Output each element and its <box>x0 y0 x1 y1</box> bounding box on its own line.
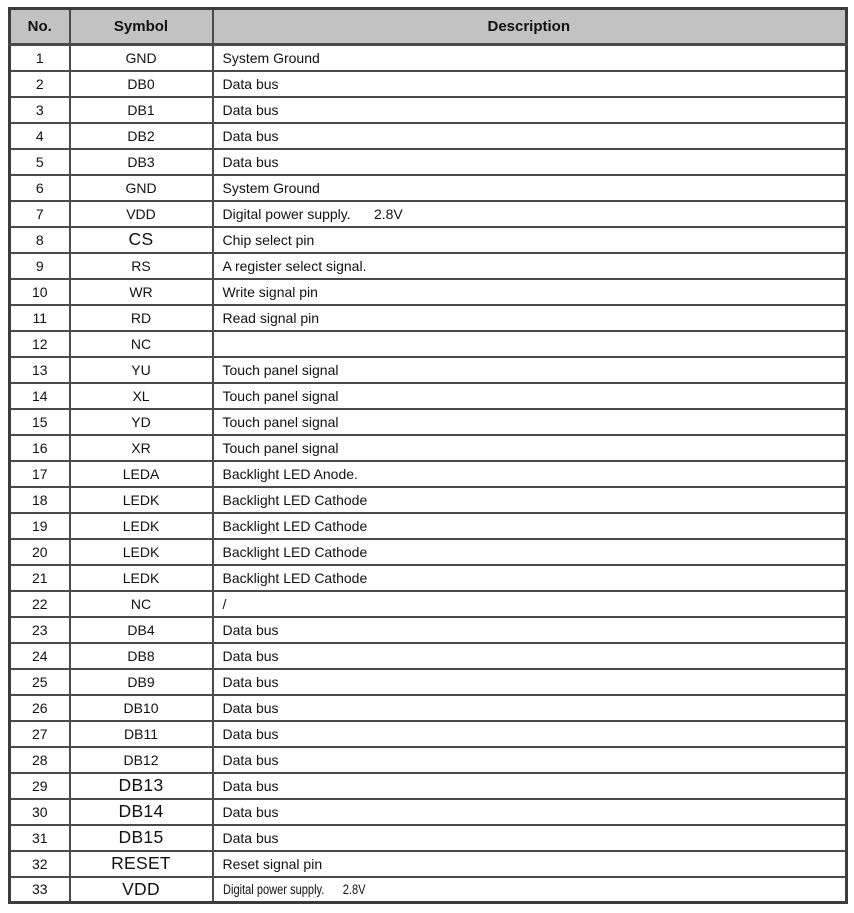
pin-symbol: YU <box>70 357 213 383</box>
table-row <box>10 721 847 747</box>
pin-number: 7 <box>10 201 70 227</box>
pin-description <box>213 695 847 721</box>
pin-description <box>213 851 847 877</box>
pin-symbol: DB0 <box>70 71 213 97</box>
pin-description <box>213 175 847 201</box>
pin-description <box>213 331 847 357</box>
pin-description <box>213 461 847 487</box>
table-row <box>10 409 847 435</box>
table-row <box>10 487 847 513</box>
pin-number: 16 <box>10 435 70 461</box>
pin-number: 23 <box>10 617 70 643</box>
table-row <box>10 201 847 227</box>
pin-description-text: Touch panel signal <box>222 387 339 404</box>
pin-description <box>213 305 847 331</box>
pin-symbol: DB8 <box>70 643 213 669</box>
table-row <box>10 253 847 279</box>
pin-description <box>213 773 847 799</box>
pin-description-text: Data bus <box>222 647 279 664</box>
pin-number: 18 <box>10 487 70 513</box>
table-row <box>10 461 847 487</box>
pin-number: 33 <box>10 877 70 903</box>
pin-symbol: RS <box>70 253 213 279</box>
pin-description <box>213 721 847 747</box>
pin-number: 1 <box>10 45 70 71</box>
pin-number: 22 <box>10 591 70 617</box>
pin-description <box>213 669 847 695</box>
table-row <box>10 149 847 175</box>
pin-description <box>213 253 847 279</box>
pin-description <box>213 877 847 903</box>
pin-symbol: VDD <box>70 201 213 227</box>
table-header <box>10 9 847 45</box>
column-header-symbol: Symbol <box>70 9 213 45</box>
pin-description-text: Data bus <box>222 673 279 690</box>
pin-description <box>213 201 847 227</box>
table-row <box>10 383 847 409</box>
table-row <box>10 643 847 669</box>
table-row <box>10 669 847 695</box>
pin-symbol: LEDK <box>70 487 213 513</box>
pin-number: 6 <box>10 175 70 201</box>
pin-symbol: DB4 <box>70 617 213 643</box>
pin-description <box>213 435 847 461</box>
pin-number: 12 <box>10 331 70 357</box>
pin-description <box>213 123 847 149</box>
pin-number: 19 <box>10 513 70 539</box>
pin-description-text: Backlight LED Cathode <box>222 543 368 560</box>
pin-symbol: NC <box>70 331 213 357</box>
pin-symbol: NC <box>70 591 213 617</box>
pin-symbol: GND <box>70 45 213 71</box>
pin-number: 2 <box>10 71 70 97</box>
pin-description <box>213 825 847 851</box>
pin-symbol: DB9 <box>70 669 213 695</box>
table-row <box>10 539 847 565</box>
pin-symbol: DB15 <box>70 825 213 851</box>
pin-description-text: Data bus <box>222 75 279 92</box>
pin-description-text: Touch panel signal <box>222 413 339 430</box>
pin-description-text: Digital power supply. 2.8V <box>222 882 366 898</box>
table-row <box>10 331 847 357</box>
table-row <box>10 175 847 201</box>
pin-description-text: Write signal pin <box>222 283 318 300</box>
pin-description-text: Data bus <box>222 751 279 768</box>
pin-symbol: LEDK <box>70 513 213 539</box>
table-row <box>10 565 847 591</box>
pin-symbol: DB10 <box>70 695 213 721</box>
pin-symbol: XL <box>70 383 213 409</box>
pin-description-text: Backlight LED Cathode <box>222 491 368 508</box>
pin-symbol: RD <box>70 305 213 331</box>
pin-number: 20 <box>10 539 70 565</box>
pin-description-text: System Ground <box>222 49 320 66</box>
table-row <box>10 695 847 721</box>
pin-number: 24 <box>10 643 70 669</box>
pin-description-text: Data bus <box>222 699 279 716</box>
pin-symbol: RESET <box>70 851 213 877</box>
table-row <box>10 851 847 877</box>
pin-description <box>213 643 847 669</box>
pin-number: 17 <box>10 461 70 487</box>
pin-description <box>213 513 847 539</box>
pin-description <box>213 799 847 825</box>
pin-description-text: Touch panel signal <box>222 439 339 456</box>
table-row <box>10 435 847 461</box>
pin-description-text: Digital power supply. 2.8V <box>222 205 403 222</box>
pin-description-text: Chip select pin <box>222 231 315 248</box>
column-header-no: No. <box>10 9 70 45</box>
pin-description <box>213 487 847 513</box>
pin-number: 29 <box>10 773 70 799</box>
pin-description-text: Data bus <box>222 829 279 846</box>
pin-number: 27 <box>10 721 70 747</box>
table-row <box>10 123 847 149</box>
pin-symbol: DB2 <box>70 123 213 149</box>
table-body <box>10 45 847 903</box>
pin-number: 14 <box>10 383 70 409</box>
table-row <box>10 773 847 799</box>
pin-number: 26 <box>10 695 70 721</box>
pin-description <box>213 383 847 409</box>
pin-assignment-table <box>8 7 848 904</box>
pin-symbol: YD <box>70 409 213 435</box>
pin-number: 15 <box>10 409 70 435</box>
pin-description-text: Backlight LED Anode. <box>222 465 358 482</box>
table-row <box>10 227 847 253</box>
pin-number: 11 <box>10 305 70 331</box>
pin-number: 28 <box>10 747 70 773</box>
table-row <box>10 799 847 825</box>
table-row <box>10 513 847 539</box>
pin-symbol: DB1 <box>70 97 213 123</box>
table-row <box>10 617 847 643</box>
pin-description-text: Backlight LED Cathode <box>222 517 368 534</box>
pin-symbol: CS <box>70 227 213 253</box>
pin-description-text: Backlight LED Cathode <box>222 569 368 586</box>
pin-symbol: WR <box>70 279 213 305</box>
pin-description-text: Data bus <box>222 621 279 638</box>
pin-description <box>213 45 847 71</box>
pin-symbol: DB14 <box>70 799 213 825</box>
table-row <box>10 877 847 903</box>
pin-description <box>213 71 847 97</box>
pin-number: 30 <box>10 799 70 825</box>
table-row <box>10 305 847 331</box>
pin-description-text: Read signal pin <box>222 309 320 326</box>
table-row <box>10 825 847 851</box>
pin-number: 3 <box>10 97 70 123</box>
pin-number: 9 <box>10 253 70 279</box>
header-row <box>10 9 847 45</box>
table-row <box>10 279 847 305</box>
pin-symbol: DB3 <box>70 149 213 175</box>
pin-symbol: GND <box>70 175 213 201</box>
table-row <box>10 747 847 773</box>
pin-number: 8 <box>10 227 70 253</box>
pin-description <box>213 617 847 643</box>
pin-number: 13 <box>10 357 70 383</box>
pin-description <box>213 279 847 305</box>
pin-description-text: Reset signal pin <box>222 855 323 872</box>
pin-symbol: XR <box>70 435 213 461</box>
pin-number: 31 <box>10 825 70 851</box>
pin-number: 21 <box>10 565 70 591</box>
pin-description-text: Data bus <box>222 153 279 170</box>
pin-description-text: / <box>222 595 227 612</box>
table-row <box>10 71 847 97</box>
pin-symbol: DB12 <box>70 747 213 773</box>
pin-number: 4 <box>10 123 70 149</box>
table-row <box>10 97 847 123</box>
pin-number: 10 <box>10 279 70 305</box>
pin-description <box>213 565 847 591</box>
pin-description <box>213 97 847 123</box>
pin-description-text: Data bus <box>222 101 279 118</box>
pin-symbol: LEDK <box>70 565 213 591</box>
pin-description-text: Data bus <box>222 127 279 144</box>
pin-symbol: DB11 <box>70 721 213 747</box>
pin-symbol: LEDK <box>70 539 213 565</box>
pin-description <box>213 357 847 383</box>
table-row <box>10 591 847 617</box>
pin-description-text: Data bus <box>222 803 279 820</box>
pin-description-text: Data bus <box>222 725 279 742</box>
pin-description-text: A register select signal. <box>222 257 367 274</box>
pin-symbol: VDD <box>70 877 213 903</box>
pin-number: 32 <box>10 851 70 877</box>
pin-description <box>213 539 847 565</box>
pin-description <box>213 591 847 617</box>
column-header-description: Description <box>213 9 847 45</box>
pin-number: 25 <box>10 669 70 695</box>
pin-description <box>213 747 847 773</box>
table-row <box>10 45 847 71</box>
pin-description-text: Data bus <box>222 777 279 794</box>
pin-description <box>213 409 847 435</box>
pin-symbol: DB13 <box>70 773 213 799</box>
pin-number: 5 <box>10 149 70 175</box>
pin-description-text: Touch panel signal <box>222 361 339 378</box>
pin-description <box>213 227 847 253</box>
table-row <box>10 357 847 383</box>
pin-description <box>213 149 847 175</box>
pin-symbol: LEDA <box>70 461 213 487</box>
pin-description-text: System Ground <box>222 179 320 196</box>
